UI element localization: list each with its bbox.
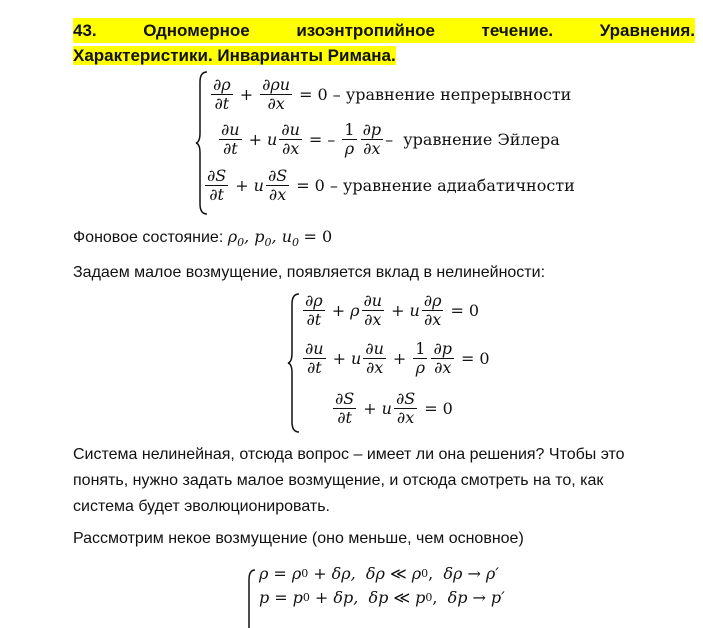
perturbation-system <box>245 562 565 607</box>
heading-line-1 <box>73 18 695 43</box>
background-state-line: Фоновое состояние: $\rho_0$, $p_0$, $u_0 = 0$ <box>73 227 333 250</box>
euler-equation: $\frac{\partial u}{\partial t}$ + u $\frac{\partial u}{\partial x}$ = – $\frac{1}{\rho}$ $\frac{\partial p}{\partial x}$ – уравнение Эйлера <box>221 120 560 158</box>
section-heading <box>73 18 695 68</box>
equation-label: уравнение Эйлера <box>403 130 560 149</box>
left-brace-icon <box>287 292 301 434</box>
paragraph-line: система будет эволюционировать. <box>73 498 330 515</box>
heading-word: течение. <box>481 21 554 40</box>
paragraph-line: Система нелинейная, отсюда вопрос – имеет ли она решения? Чтобы это <box>73 446 625 463</box>
heading-word: изоэнтропийное <box>296 21 435 40</box>
perturbation-sentence: Задаем малое возмущение, появляется вклад в нелинейности: <box>73 264 546 281</box>
adiabatic-equation: $\frac{\partial S}{\partial t}$ + u $\frac{\partial S}{\partial x}$ = 0 – уравнение адиабатичности <box>207 166 575 204</box>
heading-word: Уравнения. <box>599 21 695 40</box>
governing-equations-system <box>195 68 615 218</box>
linearized-system <box>287 290 490 438</box>
paragraph-line: понять, нужно задать малое возмущение, и отсюда смотреть на то, как <box>73 472 604 489</box>
heading-word: Одномерное <box>143 21 250 40</box>
heading-line-2: Характеристики. Инварианты Римана. <box>73 46 396 65</box>
nonlinear-paragraph <box>73 442 625 520</box>
equation-label: уравнение адиабатичности <box>342 176 575 195</box>
consider-sentence: Рассмотрим некое возмущение (оно меньше, чем основное) <box>73 530 524 547</box>
background-label: Фоновое состояние: <box>73 229 224 246</box>
left-brace-icon <box>245 568 257 628</box>
equation-label: уравнение непрерывности <box>345 85 572 104</box>
pressure-perturbation: p = p 0 + δp, δp ≪ p 0 , δp → p′ <box>259 588 505 607</box>
density-perturbation: ρ = ρ 0 + δρ, δρ ≪ ρ 0 , δρ → ρ′ <box>259 564 499 583</box>
adiabatic-equation-expanded: $\frac{\partial S}{\partial t}$ + u $\frac{\partial S}{\partial x}$ = 0 <box>335 389 453 427</box>
continuity-equation: $\frac{\partial\rho}{\partial t}$ + $\frac{\partial\rho u}{\partial x}$ = 0 – уравнение непрерывности <box>213 75 572 113</box>
heading-number: 43. <box>73 21 97 40</box>
euler-equation-expanded: $\frac{\partial u}{\partial t}$ + u $\frac{\partial u}{\partial x}$ + $\frac{1}{\rho}$ $\frac{\partial p}{\partial x}$ = 0 <box>305 339 490 377</box>
continuity-equation-expanded: $\frac{\partial\rho}{\partial t}$ + ρ $\frac{\partial u}{\partial x}$ + u $\frac{\partial\rho}{\partial x}$ = 0 <box>305 291 480 329</box>
